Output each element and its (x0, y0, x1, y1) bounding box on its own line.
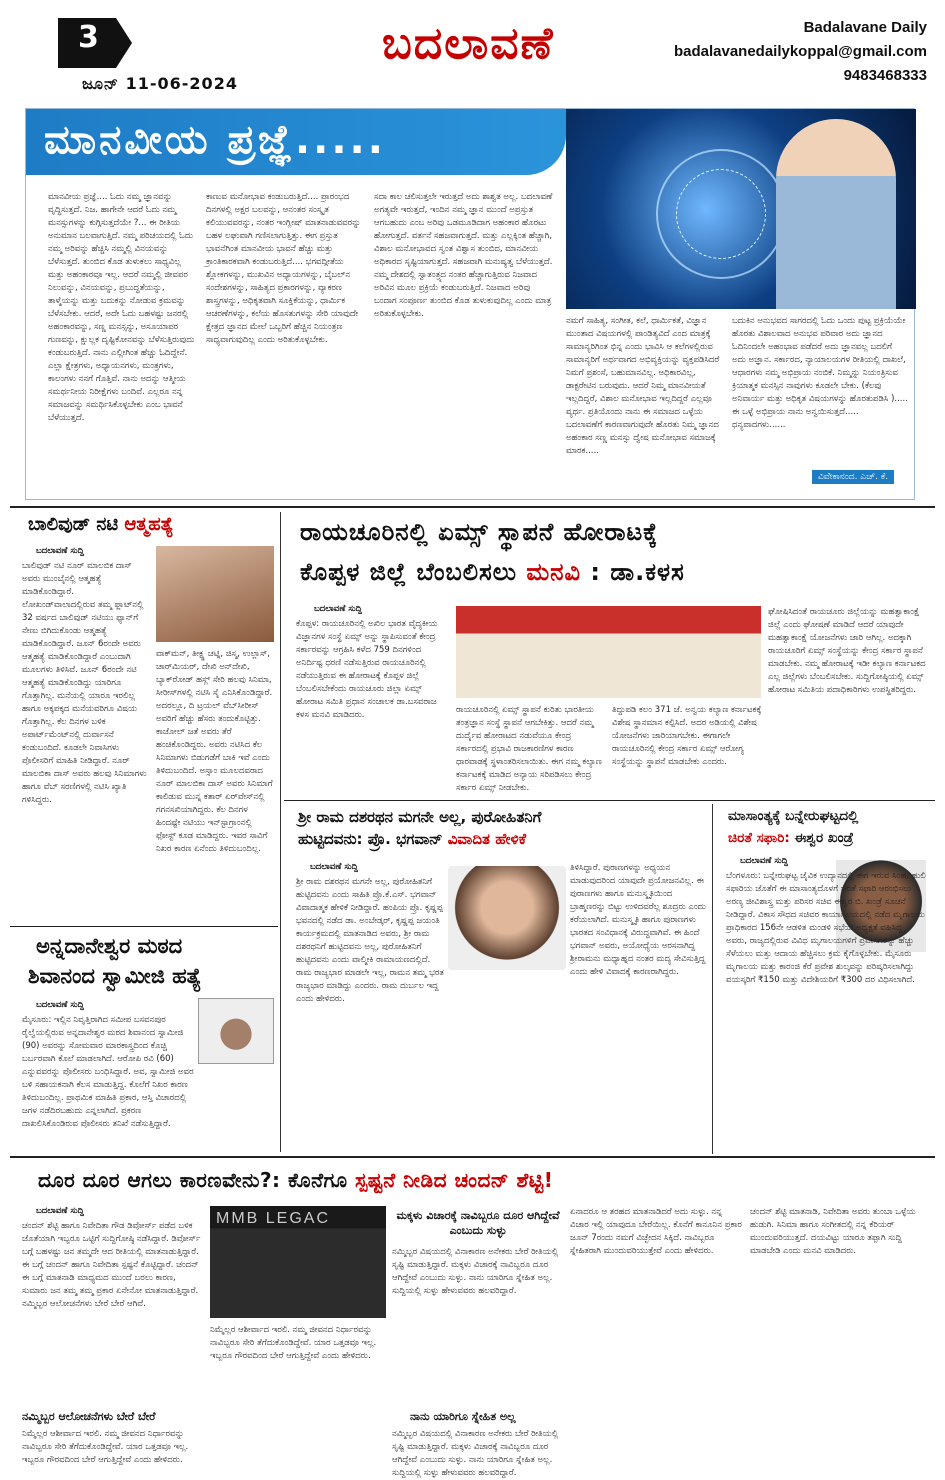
bollywood-body-col1: ಬಾಲಿವುಡ್ ನಟಿ ನೂರ್ ಮಾಲಬಿಕ ದಾಸ್ ಅವರು ಮುಂಬೈನಲ್ಲಿ ಆತ್ಮಹತ್ಯೆ ಮಾಡಿಕೊಂಡಿದ್ದಾರೆ. ಲೋಖಂಡ್‌ವಾಲಾದಲ್ಲಿರುವ ತಮ್ಮ ಫ್ಲಾಟ್‌ನಲ್ಲಿ 32 ವರ್ಷದ ಬಾಲಿವುಡ್ ನಟಿಯು ಫ್ಯಾನ್‌ಗೆ ನೇಣು ಬಿಗಿದುಕೊಂಡು ಆತ್ಮಹತ್ಯೆ ಮಾಡಿಕೊಂಡಿದ್ದಾರೆ. ಜೂನ್ 6ರಂದೇ ಅವರು ಆತ್ಮಹತ್ಯೆ ಮಾಡಿಕೊಂಡಿದ್ದಾರೆ ಎಂಬುದಾಗಿ ಮೂಲಗಳು ತಿಳಿಸಿವೆ. ಜೂನ್ 6ರಂದೇ ನಟಿ ಆತ್ಮಹತ್ಯೆ ಮಾಡಿಕೊಂಡಿದ್ದು ಯಾರಿಗೂ ಗೊತ್ತಾಗಿಲ್ಲ. ಮನೆಯಲ್ಲಿ ಯಾರೂ ಇರಲಿಲ್ಲ ಹಾಗೂ ಅಕ್ಕಪಕ್ಕದ ಮನೆಯವರಿಗೂ ವಿಷಯ ಗೊತ್ತಾಗಿಲ್ಲ. ಕೆಲ ದಿನಗಳ ಬಳಿಕ ಅಪಾರ್ಟ್‌ಮೆಂಟ್‌ನಲ್ಲಿ ದುರ್ವಾಸನೆ ಕಂಡುಬಂದಿದೆ. ಕೂಡಲೇ ನಿವಾಸಿಗಳು ಪೊಲೀಸರಿಗೆ ಮಾಹಿತಿ ನೀಡಿದ್ದಾರೆ. ನೂರ್ ಮಾಲಬಿಕಾ ದಾಸ್ ಅವರು ಹಲವು ಸಿನಿಮಾಗಳು ಹಾಗೂ ವೆಬ್ ಸರಣಿಗಳಲ್ಲಿ ನಟಿಸಿ ಖ್ಯಾತಿ ಗಳಿಸಿದ್ದರು. (22, 561, 147, 805)
chandan-body-col4: ಏನಾದರೂ ಆ ತರಹದ ಮಾತನಾಡಿದರೆ ಅದು ಸುಳ್ಳು. ನನ್ನ ವಿಚಾರ ಇಲ್ಲಿ ಯಾವುದೂ ಬೇರೆಯಿಲ್ಲ. ಕೊನೆಗೆ ಕಾನೂನಿನ ಪ್ರಕಾರ ಜೂನ್ 7ರಂದು ನಮಗೆ ವಿಚ್ಛೇದನ ಸಿಕ್ಕಿದೆ. ನಾವಿಬ್ಬರೂ ಸ್ನೇಹಿತರಾಗಿ ಮುಂದುವರಿಯುತ್ತೇವೆ ಎಂದು ಹೇಳಿದರು. (570, 1207, 742, 1256)
feature-col-1: ಮಾನವೀಯ ಪ್ರಜ್ಞೆ.... ಓದು ನಮ್ಮ ಜ್ಞಾನವನ್ನು ವೃದ್ಧಿಸುತ್ತದೆ. ನಿಜ. ಹಾಗೇನೇ ಆದರೆ ಓದು ನಮ್ಮ ಮನಸ್ಸುಗಳನ್ನು ಕುಗ್ಗಿಸುತ್ತದೆಯೇ ?... ಈ ರೀತಿಯ ಅನುಮಾನ ಬಲವಾಗುತ್ತಿದೆ. ನಮ್ಮ ಪರಿಚಯದಲ್ಲಿ ಓದು ನಮ್ಮ ಅರಿವನ್ನು ಹೆಚ್ಚಿಸಿ ನಮ್ಮಲ್ಲಿ ವಿನಯವನ್ನು ಬೆಳೆಸುತ್ತದೆ. ತುಂಬಿದ ಕೊಡ ತುಳುಕಲು ಸಾಧ್ಯವಿಲ್ಲ ಮತ್ತು ಅಹಂಕಾರವೂ ಇಲ್ಲ. ಆದರೆ ನಮ್ಮಲ್ಲಿ ಜೀವಪರ ನಿಲುವನ್ನು, ವಿನಯವನ್ನು, ಪ್ರಬುದ್ಧತೆಯನ್ನು, ತಾಳ್ಮೆಯನ್ನು ಮತ್ತು ಬದುಕನ್ನು ನೋಡುವ ಕ್ರಮವನ್ನು ಬೆಳೆಸಬೇಕು. ಆದರೆ, ಅದೇ ಓದು ಬಹಳಷ್ಟು ಜನರಲ್ಲಿ ಅಹಂಕಾರವನ್ನು, ಸಣ್ಣ ಮನಸ್ಸನ್ನು, ಅಸೂಯಾಪರ ಗುಣವನ್ನು, ಕ್ಷುಲ್ಲಕ ದೃಷ್ಟಿಕೋನವನ್ನು ಬೆಳೆಸುತ್ತಿರುವುದು ಕಂಡುಬರುತ್ತಿದೆ. ನಾನು ಎಲ್ಲೀಗಿಂತ ಹೆಚ್ಚು ಓದಿದ್ದೇನೆ. ಎಲ್ಲಾ ಕ್ಷೇತ್ರಗಳು, ಅಧ್ಯಾಯನಗಳು, ಮಂತ್ರಗಳು, ಕಾಲಂಗಳು ನನಗೆ ಗೊತ್ತಿವೆ. ನಾನು ಅದನ್ನು ಆತ್ಮೀಯ ಸಮರ್ಥನೀಯ ನಿರೀಕ್ಷೆಗಳು ಬಂದಿವೆ. ಎಲ್ಲರೂ ನನ್ನ ಸಮಾಜವನ್ನು ಸಮರ್ಥಿಸಿಕೊಳ್ಳಬೇಕು ಎಂಬ ಭಾವನೆ ಬೆಳೆಯುತ್ತದೆ. (48, 192, 195, 423)
swamiji-headline-line1: ಅನ್ನದಾನೇಶ್ವರ ಮಠದ (36, 934, 183, 958)
leopard-byline: ಬದಲಾವಣೆ ಸುದ್ದಿ (740, 856, 788, 866)
masthead (0, 0, 945, 100)
aims-body-col3: ತಿದ್ದುಪಡಿ ಕಲಂ 371 ಜೆ. ಅನ್ವಯ ಕಲ್ಯಾಣ ಕರ್ನಾಟಕಕ್ಕೆ ವಿಶೇಷ ಸ್ಥಾನಮಾನ ಕಲ್ಪಿಸಿದೆ. ಅದರ ಅಡಿಯಲ್ಲಿ ವಿಶೇಷ ಯೋಜನೆಗಳು ಜಾರಿಯಾಗಬೇಕು. ಈಗಾಗಲೇ ರಾಯಚೂರಿನಲ್ಲಿ ಕೇಂದ್ರ ಸರ್ಕಾರ ಏಮ್ಸ್ ಆರೋಗ್ಯ ಸಂಸ್ಥೆಯನ್ನು ಸ್ಥಾಪನೆ ಮಾಡಬೇಕು ಎಂದರು. (612, 705, 762, 767)
feature-col-4: ನಮಗೆ ಸಾಹಿತ್ಯ, ಸಂಗೀತ, ಕಲೆ, ಧಾರ್ಮಿಕತೆ, ವಿಜ್ಞಾನ ಮುಂತಾದ ವಿಷಯಗಳಲ್ಲಿ ಪಾಂಡಿತ್ಯವಿದೆ ಎಂದ ಮಾತ್ರಕ್ಕೆ ಸಾಮಾನ್ಯರಿಗಿಂತ ಭಿನ್ನ ಎಂದು ಭಾವಿಸಿ ಆ ಕಲೆಗಳಲ್ಲಿರುವ ಸಾಮಾನ್ಯರಿಗೆ ಅರ್ಥವಾಗದ ಅಭಿವ್ಯಕ್ತಿಯನ್ನು ವ್ಯಕ್ತಪಡಿಸಿದರೆ ನಿಮಗೆ ಪ್ರಶಂಸೆ, ಬಹುಮಾನವಿಲ್ಲ. ಅಧಿಕಾರವಿಲ್ಲ, ಡಾಕ್ಟರೇಟಿನ ಬರುವುದು. ಆದರೆ ನಿಮ್ಮ ಮಾನವೀಯತೆ ಇಲ್ಲದಿದ್ದರೆ, ವಿಶಾಲ ಮನೋಭಾವ ಇಲ್ಲದಿದ್ದರೆ ಎಲ್ಲವೂ ವ್ಯರ್ಥ. ಪ್ರತಿಯೊಂದು ನಾನು ಈ ಸಮಾಜದ ಒಳ್ಳೆಯ ಬದಲಾವಣೆಗೆ ಕಾರಣವಾಗುವುದೇ ಹೊರತು ನಿಮ್ಮ ಜ್ಞಾನದ ಅಹಂಕಾರ ಸಣ್ಣ ಮನಸ್ಸು ದ್ವೇಷ ಮನೋಭಾವ ಸಮಾಜಕ್ಕೆ ಮಾರಕ..... (566, 316, 720, 456)
chandan-body-col5: ಚಂದನ್ ಶೆಟ್ಟಿ ಮಾತನಾಡಿ, ನಿವೇದಿತಾ ಅವರು ತುಂಬಾ ಒಳ್ಳೆಯ ಹುಡುಗಿ. ಸಿನಿಮಾ ಹಾಗೂ ಸಂಗೀತದಲ್ಲಿ ನನ್ನ ಕೆರಿಯರ್ ಮುಂದುವರಿಯುತ್ತದೆ. ದಯವಿಟ್ಟು ಯಾರೂ ತಪ್ಪಾಗಿ ಸುದ್ದಿ ಮಾಡಬೇಡಿ ಎಂದು ಮನವಿ ಮಾಡಿದರು. (750, 1207, 916, 1256)
column-rule (712, 804, 713, 1154)
swamiji-headline-line2: ಶಿವಾನಂದ ಸ್ವಾಮೀಜಿ ಹತ್ಯೆ (28, 964, 202, 988)
aims-headline-line1: ರಾಯಚೂರಿನಲ್ಲಿ ಏಮ್ಸ್ ಸ್ಥಾಪನೆ ಹೋರಾಟಕ್ಕೆ (300, 518, 659, 546)
chandan-body-col3: ನಮ್ಮಿಬ್ಬರ ವಿಷಯದಲ್ಲಿ ವಿನಾಕಾರಣ ಅನೇಕರು ಬೇರೆ ರೀತಿಯಲ್ಲಿ ಸೃಷ್ಟಿ ಮಾಡುತ್ತಿದ್ದಾರೆ. ಮಕ್ಕಳು ವಿಚಾರಕ್ಕೆ ನಾವಿಬ್ಬರೂ ದೂರ ಆಗಿದ್ದೇವೆ ಎಂಬುದು ಸುಳ್ಳು. ನಾನು ಯಾರಿಗೂ ಸ್ನೇಹಿತ ಅಲ್ಲ. ಸುದ್ದಿಯಲ್ಲಿ ಸುಳ್ಳು ಹೇಳುವವರು ಹಲವರಿದ್ದಾರೆ. (392, 1247, 559, 1296)
chandan-subhead-1: ನಮ್ಮಿಬ್ಬರ ಆಲೋಚನೆಗಳು ಬೇರೆ ಬೇರೆ (22, 1410, 156, 1423)
swamiji-body: ಮೈಸೂರು: ಇಲ್ಲಿನ ನಿವೃತ್ತಿರಾಗಿದ ಸಮೀಪ ಬಸವನಪುರ ರೈಲ್ವೆಯಲ್ಲಿರುವ ಅನ್ನದಾನೇಶ್ವರ ಮಠದ ಶಿವಾನಂದ ಸ್ವಾಮೀಜಿ (90) ಅವರನ್ನು ಸೋಮವಾರ ಮಾರಕಾಸ್ತ್ರದಿಂದ ಕೊಚ್ಚಿ ಬರ್ಬರವಾಗಿ ಕೊಲೆ ಮಾಡಲಾಗಿದೆ. ಆರೋಪಿ ರವಿ (60) ಎನ್ನುವವರನ್ನು ಪೊಲೀಸರು ಬಂಧಿಸಿದ್ದಾರೆ. ಅವ, ಸ್ವಾಮೀಜಿ ಅವರ ಬಳಿ ಸಹಾಯಕನಾಗಿ ಕೆಲಸ ಮಾಡುತ್ತಿದ್ದ. ಕೊಲೆಗೆ ನಿಖರ ಕಾರಣ ತಿಳಿದುಬಂದಿಲ್ಲ. ಪ್ರಾಥಮಿಕ ಮಾಹಿತಿ ಪ್ರಕಾರ, ಆಸ್ತಿ ವಿಚಾರದಲ್ಲಿ ಜಗಳ ನಡೆದಿರಬಹುದು ಎನ್ನಲಾಗಿದೆ. ಪ್ರಕರಣ ದಾಖಲಿಸಿಕೊಂಡಿರುವ ಪೊಲೀಸರು ತನಿಖೆ ನಡೆಸುತ್ತಿದ್ದಾರೆ. (22, 1015, 194, 1129)
ram-headline-line2: ಹುಟ್ಟಿದವನು: ಪ್ರೊ. ಭಗವಾನ್ ವಿವಾದಿತ ಹೇಳಿಕೆ (298, 830, 527, 848)
bollywood-headline-red: ಆತ್ಮಹತ್ಯೆ (124, 514, 174, 535)
divider (10, 926, 278, 927)
actress-photo (156, 546, 274, 642)
ram-body-col1: ಶ್ರೀ ರಾಮ ದಶರಥನ ಮಗನೇ ಅಲ್ಲ, ಪುರೋಹಿತನಿಗೆ ಹುಟ್ಟಿದವನು ಎಂದು ಸಾಹಿತಿ ಪ್ರೊ.ಕೆ.ಎಸ್. ಭಗವಾನ್ ವಿವಾದಾತ್ಮಕ ಹೇಳಿಕೆ ನೀಡಿದ್ದಾರೆ. ಹಂಪಿಯ ಪ್ರೊ. ಕೃಷ್ಣಪ್ಪ ಭವನದಲ್ಲಿ ನಡೆದ ಡಾ. ಅಂಬೇಡ್ಕರ್, ಕೃಷ್ಣಪ್ಪ ಜಯಂತಿ ಕಾರ್ಯಕ್ರಮದಲ್ಲಿ ಮಾತನಾಡಿದ ಅವರು, ಶ್ರೀ ರಾಮ ದಶರಥನಿಗೆ ಹುಟ್ಟಿದವನು ಅಲ್ಲ, ಪುರೋಹಿತನಿಗೆ ಹುಟ್ಟಿದವನು ಎಂದು ವಾಲ್ಮೀಕಿ ರಾಮಾಯಣದಲ್ಲಿದೆ. ರಾಮ ರಾಜ್ಯಭಾರ ಮಾಡಲೇ ಇಲ್ಲ, ರಾಮನ ತಮ್ಮ ಭರತ ರಾಜ್ಯಭಾರ ಮಾಡಿದ್ದು ಎಂದರು. ರಾಮ ದುರ್ಬಲ ಇದ್ದ ಎಂದು ಹೇಳಿದರು. (296, 877, 444, 1004)
contact-email[interactable]: badalavanedailykoppal@gmail.com (673, 43, 927, 60)
feature-col-2: ಕಾಣುವ ಮನೋಭಾವ ಕಂಡುಬರುತ್ತಿದೆ.... ಪ್ರಾರಂಭದ ದಿನಗಳಲ್ಲಿ ಅಕ್ಷರ ಬಲವನ್ನು, ಆನಂತರ ಸಂಸ್ಕೃತ ಕಲಿಯುವವರನ್ನು, ನಂತರ ಇಂಗ್ಲೀಷ್ ಮಾತನಾಡುವವರನ್ನು ಬಹಳ ಲಘುವಾಗಿ ಗಣಿಸಲಾಗುತ್ತಿತ್ತು. ಈಗ ಪ್ರಸ್ತುತ ಭಾವನೆಗಿಂತ ಮಾನವೀಯ ಭಾವನೆ ಹೆಚ್ಚು ಮತ್ತು ಕ್ರಾಂತಿಕಾರಕವಾಗಿ ಕಂಡುಬರುತ್ತಿದೆ.... ಭಗವದ್ಗೀತೆಯ ಶ್ಲೋಕಗಳನ್ನು, ಮುಖವಿನ ಅಧ್ಯಾಯಗಳನ್ನು, ಬೈಬಲ್‌ನ ಸಂದೇಶಗಳನ್ನು, ಸಾಹಿತ್ಯದ ಪ್ರಕಾರಗಳನ್ನು, ವ್ಯಾಕರಣ ಶಾಸ್ತ್ರಗಳನ್ನು, ಅಧಿಕೃತವಾಗಿ ಸೂಕ್ತಿಕೆಯನ್ನು, ಧಾರ್ಮಿಕ ಆಚರಣೆಗಳನ್ನು, ಕಲೆಯ ಹೊಸತುಗಳನ್ನು ಸೇರಿ ಯಾವುದೇ ಕ್ಷೇತ್ರದ ಜ್ಞಾನದ ಮೇಲೆ ಒಬ್ಬರಿಗೆ ಹೆಚ್ಚಿನ ನಿಯಂತ್ರಣ ಸಾಧ್ಯವಾಗುವುದಿಲ್ಲ ಎಂದು ಅರಿತುಕೊಳ್ಳಬೇಕು. (206, 192, 361, 345)
page-number: 3 (78, 20, 99, 55)
aims-byline: ಬದಲಾವಣೆ ಸುದ್ದಿ (314, 604, 362, 614)
chandan-subhead-3: ನಾನು ಯಾರಿಗೂ ಸ್ನೇಹಿತ ಅಲ್ಲ (410, 1410, 516, 1423)
feature-banner (26, 109, 566, 175)
aims-headline-line2: ಕೊಪ್ಪಳ ಜಿಲ್ಲೆ ಬೆಂಬಲಿಸಲು ಮನವಿ : ಡಾ.ಕಳಸ (300, 558, 685, 586)
ram-body-col2: ತಿಳಿಸಿದ್ದಾರೆ. ಪುರಾಣಗಳನ್ನು ಅಧ್ಯಯನ ಮಾಡುವುದರಿಂದ ಯಾವುದೇ ಪ್ರಯೋಜನವಿಲ್ಲ. ಈ ಪುರಾಣಗಳು ಹಾಗೂ ಮನುಸ್ಮೃತಿಯಿಂದ ಬ್ರಾಹ್ಮಣರನ್ನು ಬಿಟ್ಟು ಉಳಿದವರೆಲ್ಲ ಶೂದ್ರರು ಎಂದು ಕರೆಯಲಾಗಿದೆ. ಮನುಸ್ಮೃತಿ ಹಾಗೂ ಪುರಾಣಗಳು ಭಾರತದ ಸಂವಿಧಾನಕ್ಕೆ ವಿರುದ್ಧವಾಗಿವೆ. ಈ ಹಿಂದೆ ಭಗವಾನ್ ಅವರು, ಅಯೋಧ್ಯೆಯ ಅರಸನಾಗಿದ್ದ ಶ್ರೀರಾಮನು ಮಧ್ಯಾಹ್ನದ ನಂತರ ಮದ್ಯ ಸೇವಿಸುತ್ತಿದ್ದ ಎಂದು ಹೇಳಿ ವಿವಾದಕ್ಕೆ ಕಾರಣರಾಗಿದ್ದರು. (570, 863, 706, 977)
divider (284, 800, 935, 801)
author-signature: ವಿವೇಕಾನಂದ. ಎಚ್. ಕೆ. (812, 470, 894, 484)
chandan-subhead-2: ಮಕ್ಕಳು ವಿಚಾರಕ್ಕೆ ನಾವಿಬ್ಬರೂ ದೂರ ಆಗಿದ್ದೇವೆ ಎಂಬುದು ಸುಳ್ಳು (396, 1209, 560, 1237)
ram-headline-line1: ಶ್ರೀ ರಾಮ ದಶರಥನ ಮಗನೇ ಅಲ್ಲ, ಪುರೋಹಿತನಿಗೆ (298, 808, 542, 826)
bollywood-body-col2: ವಾಕ್‌ಮನ್, ತೀಕ್ಷ್ಣ ಚಟ್ನಿ, ಜಿಸ್ಮ, ಉಲ್ಲಾಸ್, ಚಾರ್‌ಮಿಯರ್, ದೇಖಿ ಅನ್‌ದೇಖಿ, ಬ್ಯಾಕ್‌ರೋಡ್ ಹಸ್ಲ್ ಸೇರಿ ಹಲವು ಸಿನಿಮಾ, ಸೀರೀಸ್‌ಗಳಲ್ಲಿ ನಟಿಸಿ ಸೈ ಎನಿಸಿಕೊಂಡಿದ್ದಾರೆ. ಅದರಲ್ಲೂ, ದಿ ಟ್ರಯಲ್ ವೆಬ್‌ಸೀರೀಸ್ ಅವರಿಗೆ ಹೆಚ್ಚು ಹೆಸರು ತಂದುಕೊಟ್ಟಿತ್ತು. ಕಾಜೋಲ್ ಜತೆ ಅವರು ತೆರೆ ಹಂಚಿಕೊಂಡಿದ್ದರು. ಅವರು ನಟಿಸಿದ ಕೆಲ ಸಿನಿಮಾಗಳು ಬಿಡುಗಡೆಗೆ ಬಾಕಿ ಇವೆ ಎಂದು ತಿಳಿದುಬಂದಿದೆ. ಅಸ್ಸಾಂ ಮೂಲದವರಾದ ನೂರ್ ಮಾಲಬಿಕಾ ದಾಸ್ ಅವರು ಸಿನಿಮಾಗೆ ಕಾಲಿಡುವ ಮುನ್ನ ಕತಾರ್ ಏರ್‌ವೇಸ್‌ನಲ್ಲಿ ಗಗನಸಖಿಯಾಗಿದ್ದರು. ಕೆಲ ದಿನಗಳ ಹಿಂದಷ್ಟೇ ನಟಿಯು ಇನ್‌ಸ್ಟಾಗ್ರಾಂನಲ್ಲಿ ಫೋಸ್ಟ್ ಕೂಡ ಮಾಡಿದ್ದರು. ಇವರ ಸಾವಿಗೆ ನಿಖರ ಕಾರಣ ಏನೆಂದು ತಿಳಿದುಬಂದಿಲ್ಲ. (156, 649, 273, 854)
bollywood-byline: ಬದಲಾವಣೆ ಸುದ್ದಿ (36, 546, 84, 556)
leopard-headline-line2: ಚಿರತೆ ಸಫಾರಿ: ಈಶ್ವರ ಖಂಡ್ರೆ (728, 830, 854, 846)
divider (10, 506, 935, 508)
ram-byline: ಬದಲಾವಣೆ ಸುದ್ದಿ (310, 862, 358, 872)
contact-name: Badalavane Daily (803, 19, 927, 36)
chandan-byline: ಬದಲಾವಣೆ ಸುದ್ದಿ (36, 1206, 84, 1216)
contact-phone: 9483468333 (843, 67, 927, 84)
column-rule (280, 512, 281, 1152)
aims-body-col1: ಕೊಪ್ಪಳ: ರಾಯಚೂರಿನಲ್ಲಿ ಅಖಿಲ ಭಾರತ ವೈದ್ಯಕೀಯ ವಿಜ್ಞಾನಗಳ ಸಂಸ್ಥೆ ಏಮ್ಸ್ ಅನ್ನು ಸ್ಥಾಪಿಸುವಂತೆ ಕೇಂದ್ರ ಸರ್ಕಾರವನ್ನು ಆಗ್ರಹಿಸಿ ಕಳೆದ 759 ದಿನಗಳಿಂದ ಅನಿರ್ದಿಷ್ಟ ಧರಣಿ ನಡೆಸುತ್ತಿರುವ ರಾಯಚೂರಿನಲ್ಲಿ ನಡೆಯುತ್ತಿರುವ ಈ ಹೋರಾಟಕ್ಕೆ ಕೊಪ್ಪಳ ಜಿಲ್ಲೆ ಬೆಂಬಲಿಸಬೇಕೆಂದು ರಾಯಚೂರು ಜಿಲ್ಲಾ ಏಮ್ಸ್ ಹೋರಾಟ ಸಮಿತಿ ಪ್ರಧಾನ ಸಂಚಾಲಕ ಡಾ.ಬಸವರಾಜ ಕಳಸ ಮನವಿ ಮಾಡಿದರು. (296, 619, 438, 720)
feature-title: ಮಾನವೀಯ ಪ್ರಜ್ಞೆ..... (44, 117, 386, 163)
issue-date: ಜೂನ್ 11-06-2024 (82, 74, 238, 93)
chandan-photo (210, 1206, 386, 1318)
feature-col-3: ಸದಾ ಕಾಲ ಚಲಿಸುತ್ತಲೇ ಇರುತ್ತದೆ ಅದು ಶಾಶ್ವತ ಅಲ್ಲ. ಬದಲಾವಣೆ ಅಗತ್ಯವೇ ಇರುತ್ತದೆ, ಇಂದಿನ ನಮ್ಮ ಜ್ಞಾನ ಮುಂದೆ ಅಪ್ರಸ್ತುತ ಆಗಬಹುದು ಎಂಬ ಅರಿವು ಒಡಮೂಡಿದಾಗ ಅಹಂಕಾರ ಹೊರಟು ಹೋಗುತ್ತದೆ. ವರ್ತನೆ ಸಹಜವಾಗುತ್ತದೆ. ಮತ್ತು ಎಲ್ಲಕ್ಕಿಂತ ಹೆಚ್ಚಾಗಿ, ವಿಶಾಲ ಮನೋಭಾವದ ಸ್ವಂತ ವಿಶ್ವಾಸ ತುಂಬಿದ, ಮಾನವೀಯ ಅಧಿಕಾರದ ಸೃಷ್ಟಿಯಾಗುತ್ತದೆ. ಸಹಜವಾಗಿ ಮನುಷ್ಯತ್ವ ಬೆಳೆಯುತ್ತದೆ. ನಮ್ಮ ದೇಶದಲ್ಲಿ ಸ್ವಾತಂತ್ರ್ಯದ ನಂತರ ಹೆಚ್ಚಾಗುತ್ತಿರುವ ನಿಜವಾದ ಅರಿವಿನ ಮೂಲ ಪ್ರಕ್ರಿಯೆ ಕಂಡುಬರುತ್ತಿದೆ. ನಿಜವಾದ ಅರಿವು ಬಂದಾಗ ಸಂಪೂರ್ಣ ತುಂಬಿದ ಕೊಡ ತುಳುಕುವುದಿಲ್ಲ ಎಂದು ಮಾತ್ರ ಅರಿತುಕೊಳ್ಳಬೇಕು. (374, 192, 553, 319)
chandan-body-col3b: ನಮ್ಮಿಬ್ಬರ ವಿಷಯದಲ್ಲಿ ವಿನಾಕಾರಣ ಅನೇಕರು ಬೇರೆ ರೀತಿಯಲ್ಲಿ ಸೃಷ್ಟಿ ಮಾಡುತ್ತಿದ್ದಾರೆ. ಮಕ್ಕಳು ವಿಚಾರಕ್ಕೆ ನಾವಿಬ್ಬರೂ ದೂರ ಆಗಿದ್ದೇವೆ ಎಂಬುದು ಸುಳ್ಳು. ನಾನು ಯಾರಿಗೂ ಸ್ನೇಹಿತ ಅಲ್ಲ. ಸುದ್ದಿಯಲ್ಲಿ ಸುಳ್ಳು ಹೇಳುವವರು ಹಲವರಿದ್ದಾರೆ. (392, 1429, 559, 1478)
aims-body-col4: ಘೋಷಿಸಿದಂತೆ ರಾಯಚೂರು ಜಿಲ್ಲೆಯನ್ನು ಮಹತ್ವಾಕಾಂಕ್ಷೆ ಜಿಲ್ಲೆ ಎಂದು ಘೋಷಣೆ ಮಾಡಿದೆ ಆದರೆ ಯಾವುದೇ ಮಹತ್ವಾಕಾಂಕ್ಷೆ ಯೋಜನೆಗಳು ಜಾರಿ ಆಗಿಲ್ಲ. ಅದಕ್ಕಾಗಿ ರಾಯಚೂರಿಗೆ ಏಮ್ಸ್ ಸಂಸ್ಥೆಯನ್ನು ಕೇಂದ್ರ ಸರ್ಕಾರ ಸ್ಥಾಪನೆ ಮಾಡಬೇಕು. ನಮ್ಮ ಹೋರಾಟಕ್ಕೆ ಇಡೀ ಕಲ್ಯಾಣ ಕರ್ನಾಟಕದ ಎಲ್ಲ ಜಿಲ್ಲೆಗಳು ಬೆಂಬಲಿಸಬೇಕು. ಸುದ್ದಿಗೋಷ್ಠಿಯಲ್ಲಿ ಏಮ್ಸ್ ಹೋರಾಟ ಸಮಿತಿಯ ಪದಾಧಿಕಾರಿಗಳು ಉಪಸ್ಥಿತರಿದ್ದರು. (768, 607, 926, 695)
leopard-headline-line1: ಮಾಸಾಂತ್ಯಕ್ಕೆ ಬನ್ನೇರುಘಟ್ಟದಲ್ಲಿ (728, 808, 859, 824)
feature-article (25, 108, 915, 500)
chandan-body-col1: ಚಂದನ್ ಶೆಟ್ಟಿ ಹಾಗೂ ನಿವೇದಿತಾ ಗೌಡ ಡಿವೋರ್ಸ್ ಪಡೆದ ಬಳಿಕ ಜೊತೆಯಾಗಿ ಇಬ್ಬರೂ ಒಟ್ಟಿಗೆ ಸುದ್ದಿಗೋಷ್ಠಿ ನಡೆಸಿದ್ದಾರೆ. ಡಿವೋರ್ಸ್ ಬಗ್ಗೆ ಬಹಳಷ್ಟು ಜನ ತಮ್ಮದೇ ಆದ ರೀತಿಯಲ್ಲಿ ಮಾತನಾಡುತ್ತಿದ್ದಾರೆ. ಈ ಬಗ್ಗೆ ಚಂದನ್ ಹಾಗೂ ನಿವೇದಿತಾ ಸ್ಪಷ್ಟನೆ ಕೊಟ್ಟಿದ್ದಾರೆ. ಚಂದನ್ ಈ ಬಗ್ಗೆ ಮಾತನಾಡಿ ಮಾಧ್ಯಮದ ಮುಂದೆ ಬರಲು ಕಾರಣ, ಸುಮಾರು ಜನ ತಮ್ಮ ತಮ್ಮ ಪ್ರಕಾರ ಏನೇನೋ ಮಾತನಾಡುತ್ತಿದ್ದಾರೆ. ನಮ್ಮಿಬ್ಬರ ಆಲೋಚನೆಗಳು ಬೇರೆ ಬೇರೆ ಆಗಿವೆ. (22, 1221, 201, 1309)
bollywood-headline: ಬಾಲಿವುಡ್ ನಟಿ ಆತ್ಮಹತ್ಯೆ (28, 514, 174, 535)
divider (10, 1156, 935, 1158)
leopard-body: ಬೆಂಗಳೂರು: ಬನ್ನೇರುಘಟ್ಟ ಜೈವಿಕ ಉದ್ಯಾನದಲ್ಲಿ ಈಗ ಇರುವ ಸಿಂಹ, ಹುಲಿ ಸಫಾರಿಯ ಜೊತೆಗೆ ಈ ಮಾಸಾಂತ್ಯದೊಳಗೆ ಚಿರತೆ ಸಫಾರಿ ಆರಂಭಿಸಲು ಅರಣ್ಯ ಜೀವಿಶಾಸ್ತ್ರ ಮತ್ತು ಪರಿಸರ ಸಚಿವ ಈಶ್ವರ ಬಿ. ಖಂಡ್ರೆ ಸೂಚನೆ ನೀಡಿದ್ದಾರೆ. ವಿಕಾಸ ಸೌಧದ ಸಚಿವರ ಕಾರ್ಯಾಲಯದಲ್ಲಿ ನಡೆದ ಮೃಗಾಲಯ ಪ್ರಾಧಿಕಾರದ 156ನೇ ಆಡಳಿತ ಮಂಡಳಿ ಸಭೆಯ ಅಧ್ಯಕ್ಷತೆ ವಹಿಸಿದ್ದ ಅವರು, ರಾಜ್ಯದಲ್ಲಿರುವ ವಿವಿಧ ಮೃಗಾಲಯಗಳಿಗೆ ಪ್ರವಾಸಿಗರನ್ನು ಹೆಚ್ಚು ಸೆಳೆಯಲು ಮತ್ತು ಆದಾಯ ಹೆಚ್ಚಿಸಲು ಕ್ರಮ ಕೈಗೊಳ್ಳಬೇಕು. ಮೈಸೂರು ಮೃಗಾಲಯ ಮತ್ತು ಕಾರಂಜಿ ಕೆರೆ ಪ್ರವೇಶ ಶುಲ್ಕವನ್ನು ಪರಿಷ್ಕರಿಸಲಾಗಿದ್ದು ವಯಸ್ಕರಿಗೆ ₹150 ಮತ್ತು ವಿದೇಶಿಯರಿಗೆ ₹300 ದರ ವಿಧಿಸಲಾಗಿದೆ. (726, 871, 926, 985)
chandan-body-col1b: ನಿಮ್ಮೆಲ್ಲರ ಆಶೀರ್ವಾದ ಇರಲಿ. ನಮ್ಮ ಜೀವನದ ನಿರ್ಧಾರವನ್ನು ನಾವಿಬ್ಬರೂ ಸೇರಿ ತೆಗೆದುಕೊಂಡಿದ್ದೇವೆ. ಯಾರ ಒತ್ತಡವೂ ಇಲ್ಲ. ಇಬ್ಬರೂ ಗೌರವದಿಂದ ಬೇರೆ ಆಗುತ್ತಿದ್ದೇವೆ ಎಂದು ಹೇಳಿದರು. (22, 1429, 189, 1465)
press-meet-photo (456, 606, 761, 698)
hologram-ring-inner (676, 169, 766, 259)
feature-col-5: ಬದುಕಿನ ಅನುಭವದ ಸಾಗರದಲ್ಲಿ ಓದು ಒಂದು ಪುಟ್ಟ ಪ್ರಕ್ರಿಯೆಯೇ ಹೊರತು ವಿಶಾಲವಾದ ಅನುಭವ ಪರಿವಾರ ಅದು ಜ್ಞಾನದ ಓದಿನಿಂದಲೇ ಅಹಂಭಾವ ಪಡೆದರೆ ಅದು ಜ್ಞಾನವಲ್ಲ ಬದಲಿಗೆ ಅದು ಅಜ್ಞಾನ. ಸರ್ಕಾರದ, ನ್ಯಾಯಾಲಯಗಳ ರೀತಿಯಲ್ಲಿ ದಾಖಲೆ, ಆಧಾರಗಳು ನಮ್ಮ ಅಭಿಪ್ರಾಯ ನಂಬಿಕೆ. ನಿಮ್ಮನ್ನು ನಿಯಂತ್ರಿಸುವ ಕ್ರಿಯಾತ್ಮಕ ಮನಸ್ಸಿನ ನಾವುಗಳು ಕೂಡಲೇ ಬೇಕು. (ಕೆಲವು ಅನಿವಾರ್ಯ ಮತ್ತು ಅಧಿಕೃತ ವಿಷಯಗಳನ್ನು ಹೊರತುಪಡಿಸಿ )..... ಈ ಒಳ್ಳೆ ಅಭಿಪ್ರಾಯ ನಾನು ಅನ್ವಯಿಸುತ್ತದೆ..... ಧನ್ಯವಾದಗಳು...... (732, 316, 908, 430)
newspaper-logo: ಬದಲಾವಣೆ (382, 18, 555, 69)
child-figure (776, 119, 896, 309)
chandan-body-col2: ನಿಮ್ಮೆಲ್ಲರ ಆಶೀರ್ವಾದ ಇರಲಿ. ನಮ್ಮ ಜೀವನದ ನಿರ್ಧಾರವನ್ನು ನಾವಿಬ್ಬರೂ ಸೇರಿ ತೆಗೆದುಕೊಂಡಿದ್ದೇವೆ. ಯಾರ ಒತ್ತಡವೂ ಇಲ್ಲ. ಇಬ್ಬರೂ ಗೌರವದಿಂದ ಬೇರೆ ಆಗುತ್ತಿದ್ದೇವೆ ಎಂದು ಹೇಳಿದರು. (210, 1325, 377, 1361)
photo-backdrop-text: MMB LEGAC (216, 1210, 331, 1227)
chandan-headline: ದೂರ ದೂರ ಆಗಲು ಕಾರಣವೇನು?: ಕೊನೆಗೂ ಸ್ಪಷ್ಟನೆ ನೀಡಿದ ಚಂದನ್ ಶೆಟ್ಟಿ! (38, 1168, 554, 1192)
contact-block (674, 16, 927, 88)
swamiji-byline: ಬದಲಾವಣೆ ಸುದ್ದಿ (36, 1000, 84, 1010)
bhagavan-photo (448, 866, 566, 970)
feature-image (566, 109, 916, 309)
swamiji-photo (198, 998, 274, 1064)
aims-body-col2: ರಾಯಚೂರಿನಲ್ಲಿ ಏಮ್ಸ್ ಸ್ಥಾಪನೆ ಕುರಿತು ಭಾರತೀಯ ತಂತ್ರಜ್ಞಾನ ಸಂಸ್ಥೆ ಸ್ಥಾಪನೆ ಆಗಬೇಕಿತ್ತು. ಆದರೆ ನಮ್ಮ ದುರ್ದೈವ ಹೋರಾಟದ ನಡುವೆಯೂ ಕೇಂದ್ರ ಸರ್ಕಾರದಲ್ಲಿ ಪ್ರಭಾವಿ ರಾಜಕಾರಣಿಗಳ ಕಾರಣ ಧಾರವಾಡಕ್ಕೆ ಸ್ಥಳಾಂತರಿಸಲಾಯಿತು. ಈಗ ನಮ್ಮ ಕಲ್ಯಾಣ ಕರ್ನಾಟಕಕ್ಕೆ ಮಾಡಿದ ಅನ್ಯಾಯ ಸರಿಪಡಿಸಲು ಕೇಂದ್ರ ಸರ್ಕಾರ ಏಮ್ಸ್ ನೀಡಬೇಕು. (456, 705, 602, 793)
